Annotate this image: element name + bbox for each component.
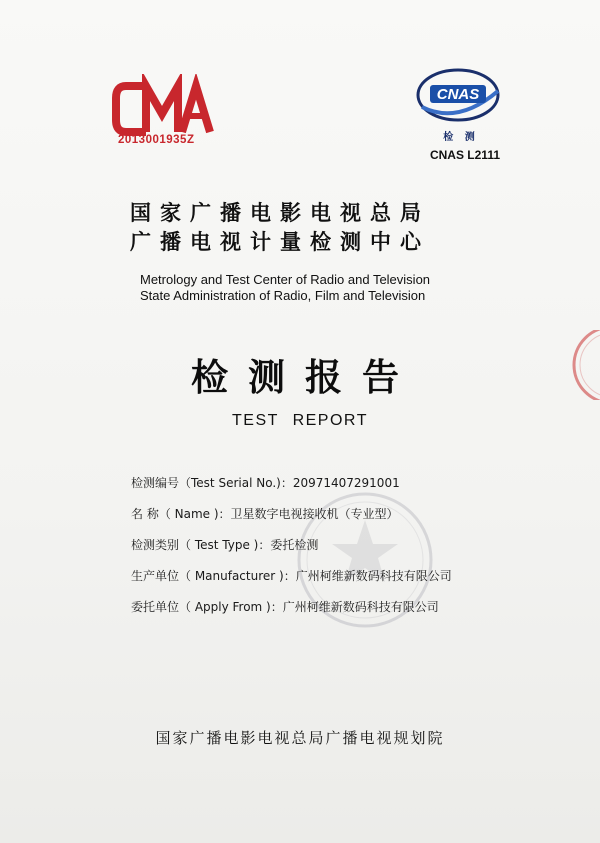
field-name (131, 505, 491, 525)
org-name-en-line2: State Administration of Radio, Film and Television (140, 288, 426, 303)
report-title-en: TEST REPORT (232, 412, 368, 429)
field-value: 卫星数字电视接收机（专业型） (230, 507, 399, 521)
field-serial-no (131, 474, 491, 494)
field-value: 委托检测 (270, 538, 319, 552)
field-value: 广州柯维新数码科技有限公司 (282, 600, 439, 614)
field-label: 名 称（ Name )： (131, 507, 231, 521)
red-seal-edge-icon (560, 330, 600, 400)
field-label: 检测类别（ Test Type )： (131, 538, 271, 552)
cnas-mark-text: CNAS (436, 86, 480, 103)
cnas-registration: CNAS L2111 (429, 148, 501, 162)
field-label: 生产单位（ Manufacturer )： (131, 569, 296, 583)
org-name-en-line1: Metrology and Test Center of Radio and Television (140, 272, 431, 287)
field-manufacturer (131, 567, 491, 587)
cnas-subtitle: 检 测 (443, 132, 479, 143)
field-label: 检测编号（Test Serial No.)： (131, 476, 293, 490)
field-label: 委托单位（ Apply From )： (131, 600, 283, 614)
report-title-cn: 检测报告 (191, 355, 419, 399)
field-value: 广州柯维新数码科技有限公司 (295, 569, 452, 583)
cma-code: 2013001935Z (118, 134, 195, 146)
field-apply-from (131, 598, 491, 618)
field-value: 20971407291001 (292, 476, 400, 490)
org-name-cn-line2: 广播电视计量检测中心 (130, 229, 430, 254)
issuer-footer: 国家广播电影电视总局广播电视规划院 (155, 729, 445, 747)
org-name-cn-line1: 国家广播电影电视总局 (130, 200, 430, 225)
field-test-type (131, 536, 491, 556)
